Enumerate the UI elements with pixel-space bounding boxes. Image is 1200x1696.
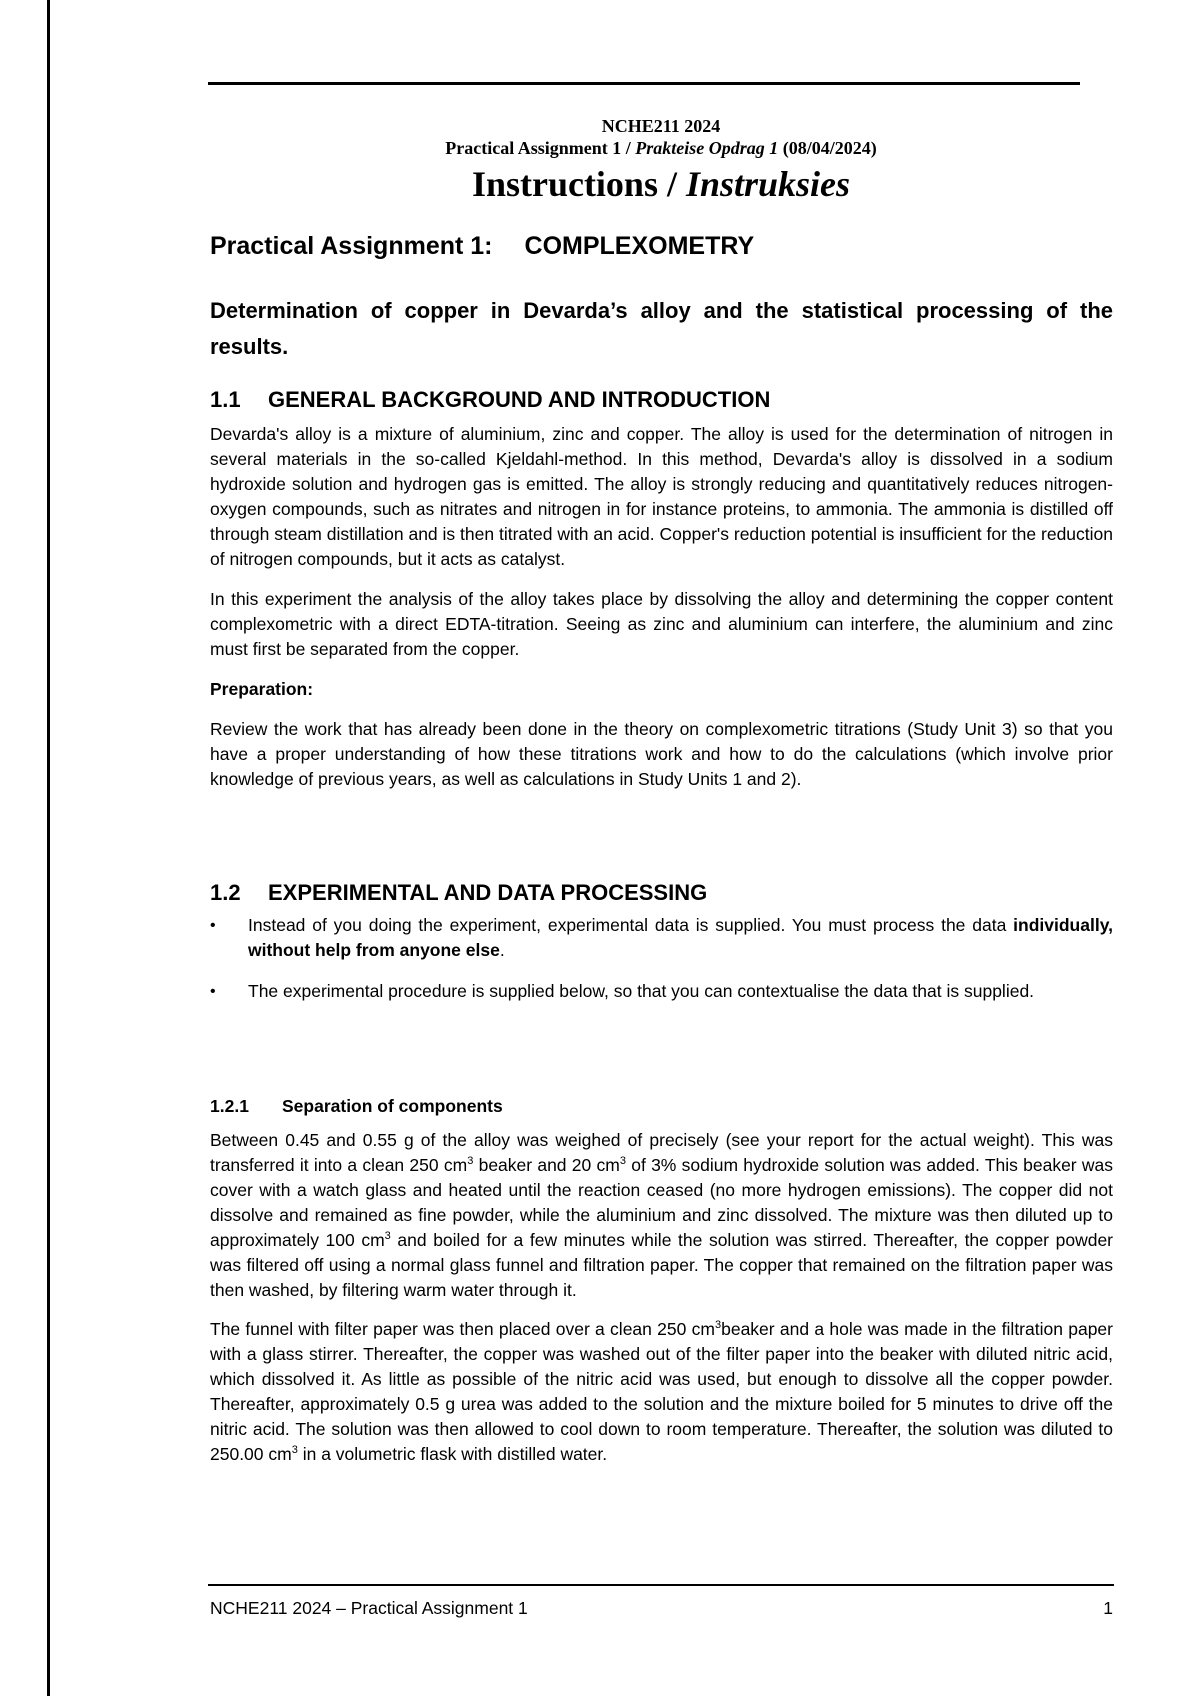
document-subtitle-block — [210, 293, 1113, 365]
paragraph-text: beaker and a hole was made in the filtration paper with a glass stirrer. Thereafter, the copper was washed out of the filter paper into the beaker with diluted nitric acid, which dissolved it. As little as possible of the nitric acid was used, but enough to dissolve all the copper powder. Thereafter, approximately 0.5 g urea was added to the solution and the mixture boiled for 5 minutes to drive off the nitric acid. The solution was then allowed to cool down to room temperature. Thereafter, the solution was diluted to 250.00 cm — [210, 1319, 1113, 1464]
list-item-end: . — [499, 940, 505, 960]
page-number: 1 — [1103, 1598, 1113, 1618]
section-number: 1.2 — [210, 880, 241, 905]
title-english: Instructions / — [471, 164, 686, 204]
paragraph: Devarda's alloy is a mixture of aluminium, zinc and copper. The alloy is used for the determination of nitrogen in several materials in the so-called Kjeldahl-method. In this method, Devarda's alloy is dissolved in a sodium hydroxide solution and hydrogen gas is emitted. The alloy is strongly reducing and quantitatively reduces nitrogen-oxygen compounds, such as nitrates and nitrogen in for instance proteins, to ammonia. The ammonia is distilled off through steam distillation and is then titrated with an acid. Copper's reduction potential is insufficient for the reduction of nitrogen compounds, but it acts as catalyst. — [210, 424, 1113, 569]
list-item-text: The experimental procedure is supplied below, so that you can contextualise the data that is supplied. — [248, 981, 1035, 1001]
list-item — [210, 913, 1113, 963]
list-item — [210, 979, 1113, 1004]
page-footer — [210, 1596, 1113, 1620]
paragraph-text: and boiled for a few minutes while the solution was stirred. Thereafter, the copper powder was filtered off using a normal glass funnel and filtration paper. The copper that remained on the filtration paper was then washed, by filtering warm water through it. — [210, 1230, 1113, 1300]
main-title-label: Practical Assignment 1: — [210, 232, 493, 260]
paragraph-text: in a volumetric flask with distilled water. — [297, 1444, 608, 1464]
paragraph-text: Between 0.45 and 0.55 g of the alloy was weighed of precisely (see your report for the actual weight). This was transferred it into a clean 250 cm — [210, 1130, 1113, 1175]
paragraph-text: of 3% sodium hydroxide solution was added. This beaker was cover with a watch glass and heated until the reaction ceased (no more hydrogen emissions). The copper did not dissolve and remained as fine powder, while the aluminium and zinc dissolved. The mixture was then diluted up to approximately 100 cm — [210, 1155, 1114, 1250]
assignment-subtitle — [208, 138, 1114, 159]
footer-rule — [208, 1584, 1114, 1586]
section-title: GENERAL BACKGROUND AND INTRODUCTION — [268, 387, 771, 412]
section-1-2 — [210, 879, 1113, 1004]
section-1-1 — [210, 386, 1113, 792]
main-title-topic: COMPLEXOMETRY — [524, 232, 755, 260]
bullet-icon: • — [210, 983, 216, 1000]
paragraph-text: The funnel with filter paper was then placed over a clean 250 cm — [210, 1319, 715, 1339]
subsection-heading — [210, 1094, 1113, 1119]
superscript: 3 — [291, 1444, 298, 1457]
list-item-text: Instead of you doing the experiment, experimental data is supplied. You must process the data — [248, 915, 1014, 935]
superscript: 3 — [619, 1155, 626, 1168]
assignment-line: Practical Assignment 1 / — [445, 138, 636, 158]
left-margin-rule — [47, 0, 50, 1696]
bullet-list — [210, 913, 1113, 1004]
preparation-heading: Preparation: — [210, 679, 314, 699]
assignment-afrikaans: Prakteise Opdrag 1 — [635, 138, 779, 158]
superscript: 3 — [714, 1319, 722, 1332]
section-heading — [210, 879, 1113, 907]
document-subtitle: Determination of copper in Devarda’s alloy and the statistical processing of the results. — [210, 298, 1113, 359]
paragraph — [210, 1128, 1113, 1303]
superscript: 3 — [467, 1155, 474, 1168]
main-title — [210, 231, 1113, 261]
course-code: NCHE211 2024 — [601, 116, 721, 136]
page-title — [208, 162, 1114, 206]
list-item-emphasis: individually, without help from anyone else — [248, 915, 1113, 960]
header-rule — [208, 82, 1080, 85]
title-afrikaans: Instruksies — [685, 164, 851, 204]
subsection-number: 1.2.1 — [210, 1096, 249, 1116]
bullet-icon: • — [210, 917, 216, 934]
assignment-date: (08/04/2024) — [778, 138, 877, 158]
paragraph-text: beaker and 20 cm — [473, 1155, 620, 1175]
section-title: EXPERIMENTAL AND DATA PROCESSING — [268, 880, 708, 905]
section-heading — [210, 386, 1113, 414]
subsection-title: Separation of components — [282, 1096, 503, 1116]
paragraph: In this experiment the analysis of the alloy takes place by dissolving the alloy and determining the copper content complexometric with a direct EDTA-titration. Seeing as zinc and aluminium can interfere, the aluminium and zinc must first be separated from the copper. — [210, 589, 1113, 659]
superscript: 3 — [384, 1230, 391, 1243]
preparation-text: Review the work that has already been done in the theory on complexometric titrations (Study Unit 3) so that you have a proper understanding of how these titrations work and how to do the calculations (which involve prior knowledge of previous years, as well as calculations in Study Units 1 and 2). — [210, 719, 1113, 789]
section-1-2-1 — [210, 1094, 1113, 1467]
footer-text: NCHE211 2024 – Practical Assignment 1 — [210, 1598, 528, 1618]
paragraph — [210, 1317, 1113, 1467]
section-number: 1.1 — [210, 387, 241, 412]
